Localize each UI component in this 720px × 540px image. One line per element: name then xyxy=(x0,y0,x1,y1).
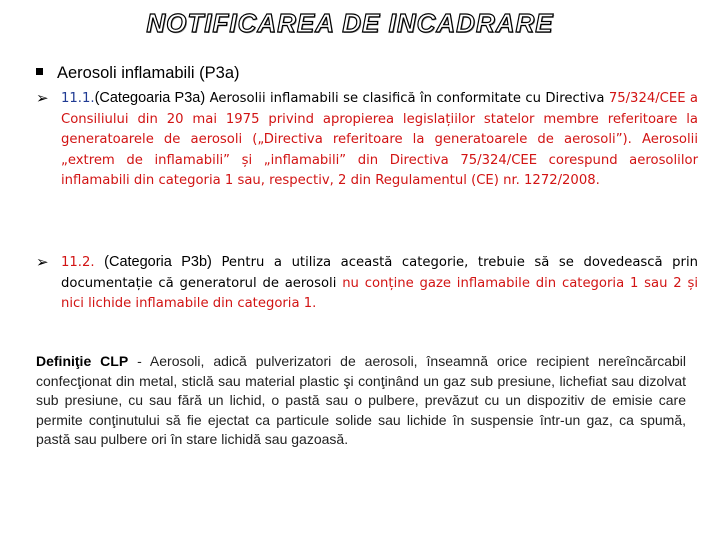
section-heading xyxy=(36,64,240,83)
item-number: 11.1. xyxy=(61,91,95,106)
definition-label: Definiţie CLP xyxy=(36,353,129,369)
definition-paragraph xyxy=(36,352,686,450)
list-item-11-2 xyxy=(36,252,698,315)
arrow-bullet-icon: ➢ xyxy=(36,253,49,271)
square-bullet-icon xyxy=(36,68,43,75)
category-label: (Categoria P3b) xyxy=(104,254,212,270)
arrow-bullet-icon: ➢ xyxy=(36,89,49,107)
item-text-highlight: 75/324/CEE a Consiliului din 20 mai 1975 privind apropierea legislațiilor statelor membre referitoare la generatoarele de aerosoli („Directiva referitoare la generatoarele de aerosoli”). Aerosolii „extrem de inflamabili” și „inflamabili” din Directiva 75/324/CEE corespund aerosolilor inflamabili din categoria 1 sau, respectiv, 2 din Regulamentul (CE) nr. 1272/2008. xyxy=(61,91,699,188)
category-label: (Categoaria P3a) xyxy=(94,90,206,106)
list-item-text xyxy=(61,252,698,315)
list-item-text xyxy=(61,88,698,192)
list-item-11-1 xyxy=(36,88,698,192)
definition-text: - Aerosoli, adică pulverizatori de aerosoli, înseamnă orice recipient nereîncărcabil confecţionat din metal, sticlă sau material plastic şi conţinând un gaz sub presiune, lichefiat sau dizolvat sub presiune, cu sau fără un lichid, o pastă sau o pulbere, prevăzut cu un dispozitiv de emisie care permite conţinutului să fie ejectat ca particule solide sau lichide în suspensie într-un gaz, ca spumă, pastă sau pulbere ori în stare lichidă sau gazoasă. xyxy=(36,353,686,447)
item-text: Aerosolii inflamabili se clasifică în conformitate cu Directiva xyxy=(209,91,605,106)
item-text: Pentru a utiliza această categorie, trebuie să se dovedească prin documentație că generatorul de aerosoli xyxy=(61,255,698,291)
page-title: NOTIFICAREA DE INCADRARE xyxy=(146,8,554,38)
item-number: 11.2. xyxy=(61,255,95,270)
section-heading-text: Aerosoli inflamabili (P3a) xyxy=(57,64,240,82)
item-text-highlight: nu conține gaze inflamabile din categoria 1 sau 2 și nici lichide inflamabile din categoria 1. xyxy=(61,275,698,311)
